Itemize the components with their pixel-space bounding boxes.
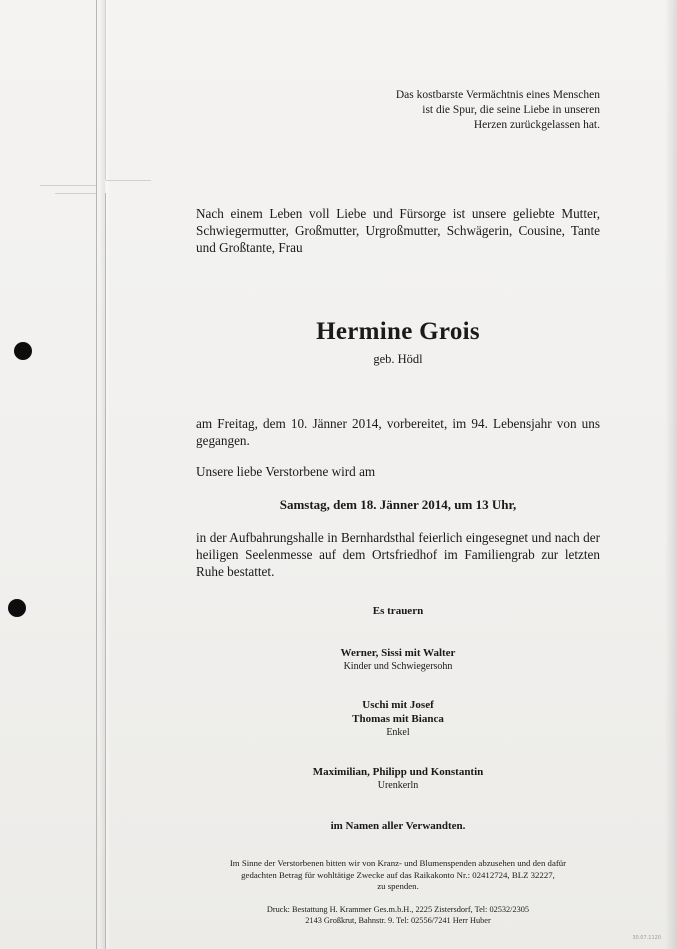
deceased-name: Hermine Grois [316,318,480,345]
intro-paragraph: Nach einem Leben voll Liebe und Fürsorge ist unsere geliebte Mutter, Schwiegermutter, Großmutter, Urgroßmutter, Schwägerin, Cousine, Tante und Großtante, Frau [196,206,600,255]
mourners-heading: Es trauern [372,605,424,617]
mourner-role: Kinder und Schwiegersohn [343,661,453,672]
mourner-names: Uschi mit Josef [362,699,434,711]
motto-quote [300,88,600,133]
paper-edge-shadow [665,0,677,949]
mourner-group-grandchildren [196,698,600,739]
punch-hole-top [14,342,32,360]
mourner-group-children [196,646,600,673]
punch-hole-bottom [8,599,26,617]
funeral-details: in der Aufbahrungshalle in Bernhardsthal feierlich eingesegnet und nach der heiligen Seelenmesse auf dem Ortsfriedhof im Familiengrab zur letzten Ruhe bestattet. [196,530,600,579]
mourner-role: Urenkerln [377,780,419,791]
printer-line: Druck: Bestattung H. Krammer Ges.m.b.H., 2225 Zistersdorf, Tel: 02532/2305 [266,905,530,914]
printer-info [186,904,610,926]
donation-note [186,858,610,893]
motto-line: ist die Spur, die seine Liebe in unseren [422,104,600,116]
donation-line: Im Sinne der Verstorbenen bitten wir von Kranz- und Blumenspenden abzusehen und den dafür [229,858,567,868]
motto-line: Das kostbarste Vermächtnis eines Menschen [395,89,600,101]
mourner-names: Thomas mit Bianca [352,713,444,725]
mourners-closing: im Namen aller Verwandten. [330,820,466,832]
death-notice: am Freitag, dem 10. Jänner 2014, vorbereitet, im 94. Lebensjahr von uns gegangen. [196,416,600,448]
mourner-group-great-grandchildren [196,765,600,792]
printer-line: 2143 Großkrut, Bahnstr. 9. Tel: 02556/7241 Herr Huber [305,916,491,925]
maiden-name: geb. Hödl [373,352,423,366]
mourner-names: Maximilian, Philipp und Konstantin [312,766,484,778]
mourner-names: Werner, Sissi mit Walter [340,647,456,659]
corner-code: 30.07.1120 [632,935,661,941]
motto-line: Herzen zurückgelassen hat. [473,119,600,131]
donation-line: gedachten Betrag für wohltätige Zwecke auf das Raikakonto Nr.: 02412724, BLZ 32227, [241,869,555,880]
mourner-role: Enkel [386,727,410,738]
funeral-lead: Unsere liebe Verstorbene wird am [196,464,376,479]
funeral-date: Samstag, dem 18. Jänner 2014, um 13 Uhr, [279,497,517,512]
donation-line: zu spenden. [377,881,419,891]
